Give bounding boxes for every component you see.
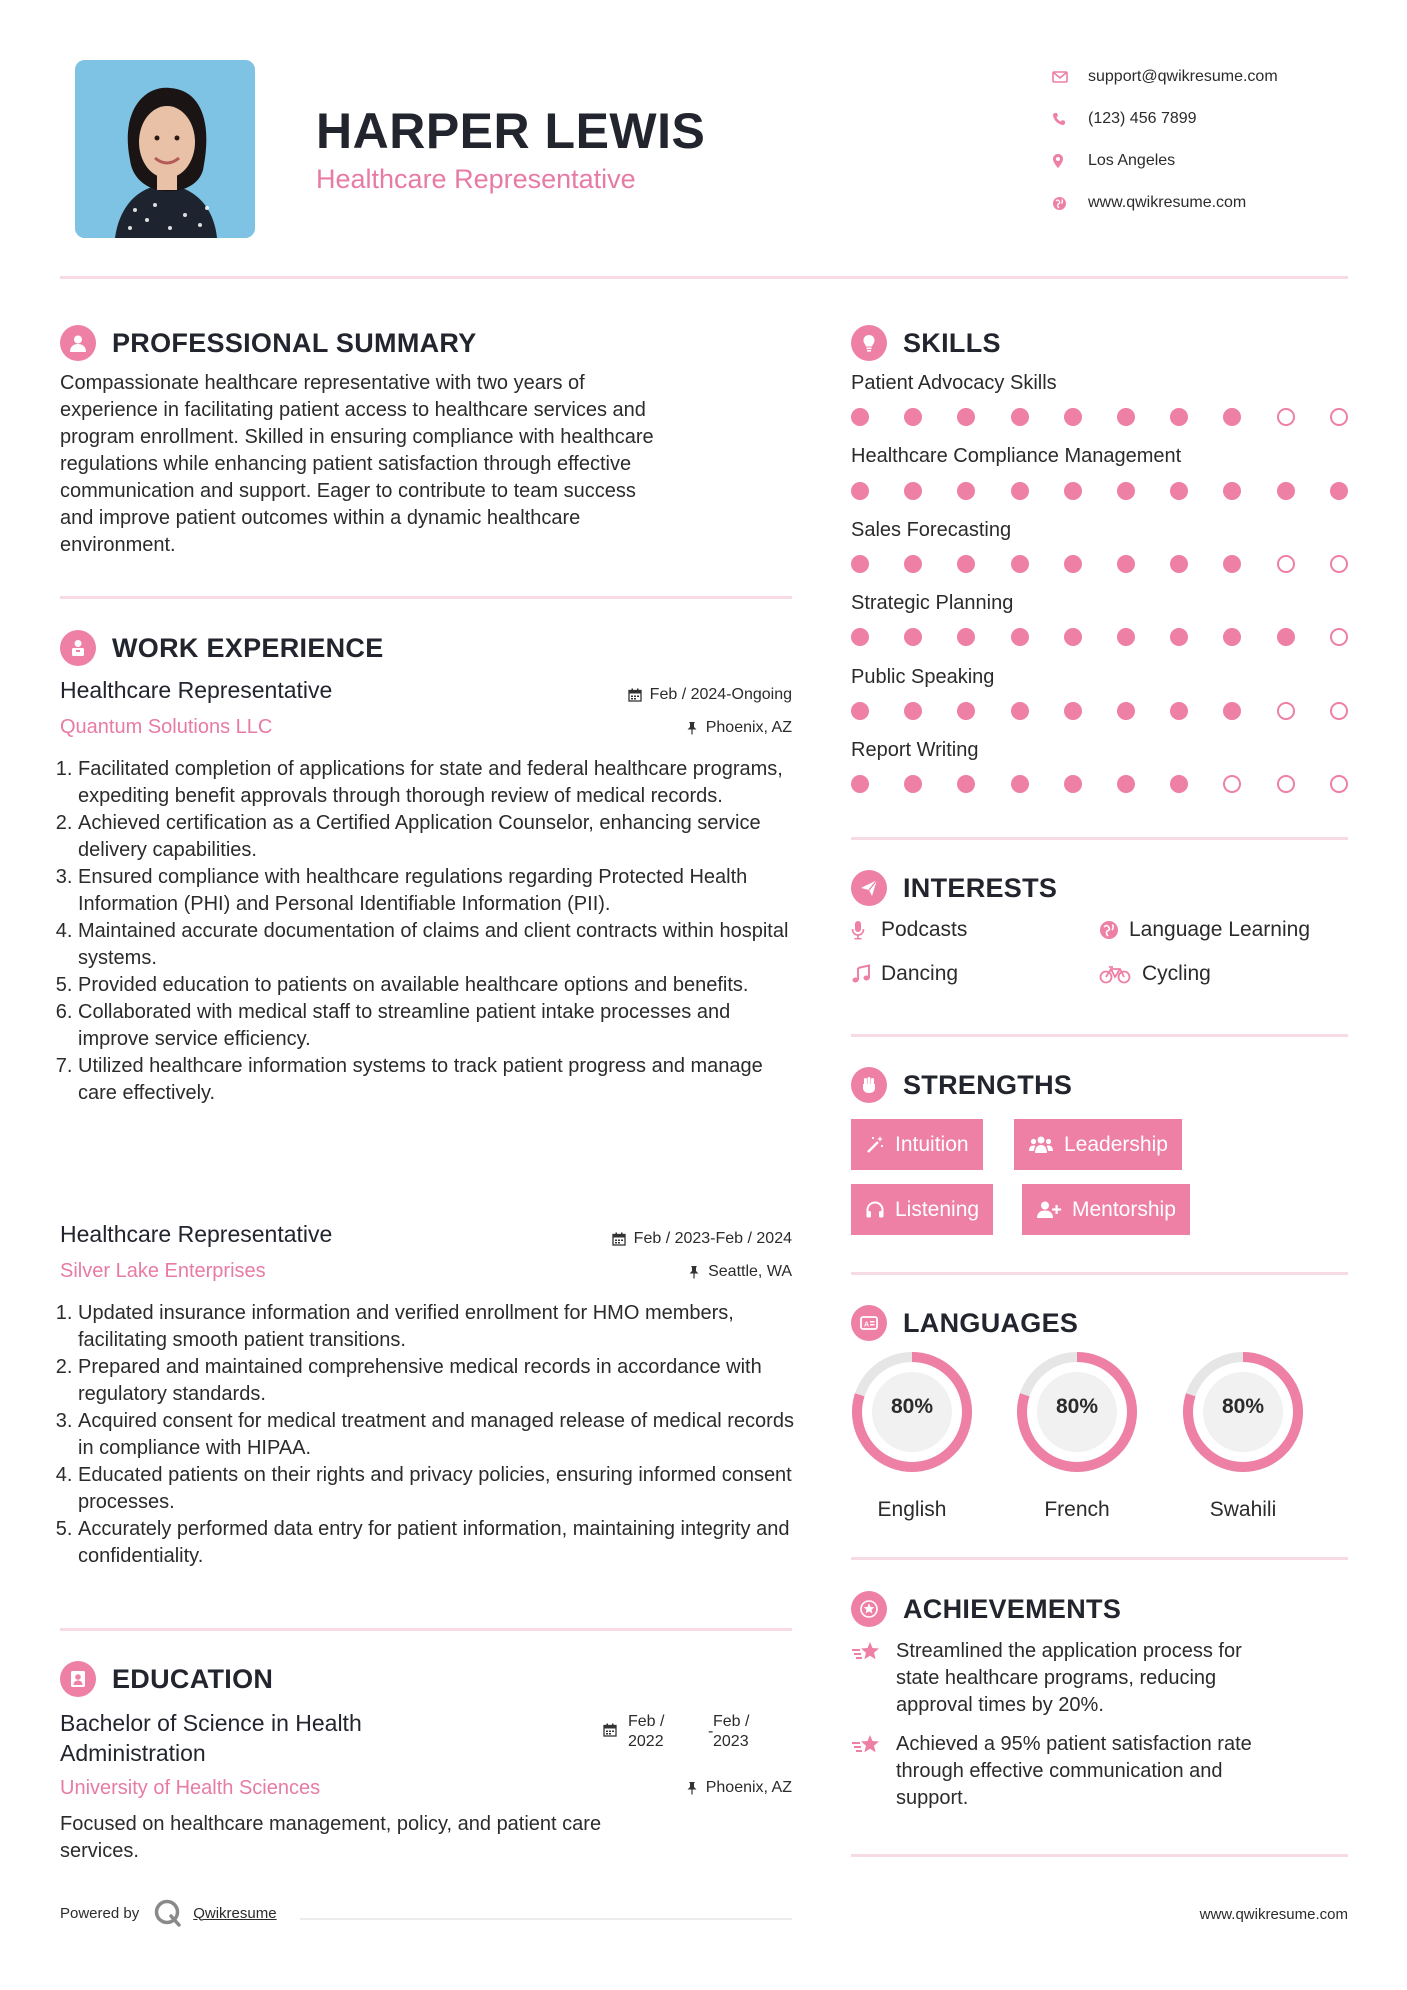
skill-dot-filled: [851, 628, 869, 646]
skill-dot-filled: [1170, 408, 1188, 426]
skill-dot-empty: [1277, 775, 1295, 793]
achievements-heading: ACHIEVEMENTS: [851, 1591, 1121, 1627]
skill-rating: [851, 482, 1348, 502]
skill-dot-empty: [1330, 408, 1348, 426]
skill-dot-filled: [1223, 482, 1241, 500]
education-heading: EDUCATION: [60, 1661, 273, 1697]
skill-dot-filled: [1223, 702, 1241, 720]
experience-heading: WORK EXPERIENCE: [60, 630, 384, 666]
skill-dot-filled: [1011, 702, 1029, 720]
summary-heading: PROFESSIONAL SUMMARY: [60, 325, 477, 361]
skill-dot-filled: [1011, 775, 1029, 793]
skill-dot-empty: [1277, 408, 1295, 426]
user-plus-icon: [1036, 1200, 1062, 1220]
skill-dot-filled: [1117, 702, 1135, 720]
skill-dot-filled: [1064, 482, 1082, 500]
calendar-icon: [603, 1723, 617, 1737]
briefcase-user-icon: [60, 630, 96, 666]
pushpin-icon: [688, 1265, 700, 1279]
skill-dot-filled: [904, 775, 922, 793]
skill-dot-filled: [904, 628, 922, 646]
skill-dot-filled: [957, 628, 975, 646]
skill-dot-empty: [1277, 555, 1295, 573]
skill-dot-filled: [1170, 702, 1188, 720]
id-card-icon: [851, 1305, 887, 1341]
skill-name: Healthcare Compliance Management: [851, 445, 1182, 467]
map-pin-icon: [1052, 153, 1088, 169]
skill-dot-filled: [957, 555, 975, 573]
language-name: French: [1044, 1498, 1110, 1521]
skill-name: Report Writing: [851, 739, 979, 761]
skill-dot-filled: [851, 408, 869, 426]
music-note-icon: [851, 964, 881, 984]
skill-dot-filled: [1011, 555, 1029, 573]
skill-dot-filled: [1117, 555, 1135, 573]
languages-heading: A LANGUAGES: [851, 1305, 1078, 1341]
skill-rating: [851, 775, 1348, 795]
candidate-name: HARPER LEWIS: [316, 103, 706, 159]
contact-phone: [1052, 98, 1382, 140]
skill-dot-filled: [1170, 555, 1188, 573]
job-1-date: Feb / 2024-Ongoing: [500, 686, 792, 704]
interest-item-cycling: Cycling: [1099, 962, 1211, 986]
skill-dot-filled: [957, 408, 975, 426]
skill-dot-empty: [1277, 702, 1295, 720]
list-item: 4. Maintained accurate documentation of claims and client contracts within hospital systems.: [78, 918, 800, 972]
education-location: Phoenix, AZ: [500, 1779, 792, 1797]
contact-block: [1052, 56, 1382, 224]
skill-dot-filled: [851, 555, 869, 573]
footer-line: [300, 1918, 792, 1920]
achievement-item: [851, 1731, 1348, 1812]
job-2-bullets: [60, 1300, 800, 1570]
strength-tag-mentorship: Mentorship: [1022, 1184, 1190, 1235]
education-school: University of Health Sciences: [60, 1777, 321, 1799]
skill-dot-filled: [1277, 482, 1295, 500]
microphone-icon: [851, 920, 881, 940]
achievements-divider: [851, 1854, 1348, 1857]
email-text[interactable]: support@qwikresume.com: [1088, 68, 1278, 85]
lightbulb-icon: [851, 325, 887, 361]
qwikresume-logo-icon: [153, 1898, 183, 1928]
skill-dot-filled: [904, 408, 922, 426]
skill-dot-filled: [1223, 628, 1241, 646]
phone-icon: [1052, 112, 1088, 126]
skill-dot-filled: [1223, 555, 1241, 573]
list-item: 4. Educated patients on their rights and privacy policies, ensuring informed consent processes.: [78, 1462, 800, 1516]
calendar-icon: [612, 1232, 626, 1246]
skill-name: Sales Forecasting: [851, 519, 1012, 541]
language-percent: 80%: [1055, 1395, 1099, 1418]
graduate-icon: [60, 1661, 96, 1697]
star-badge-icon: [851, 1591, 887, 1627]
pushpin-icon: [686, 721, 698, 735]
achievement-text: Streamlined the application process for state healthcare programs, reducing approval times by 20%.: [896, 1640, 1242, 1716]
skill-dot-filled: [957, 702, 975, 720]
globe-icon: [1099, 920, 1129, 940]
interest-item-podcasts: Podcasts: [851, 918, 967, 942]
shooting-star-icon: [851, 1638, 896, 1719]
education-degree: Bachelor of Science in Health Administration: [60, 1710, 362, 1766]
job-2-company: Silver Lake Enterprises: [60, 1260, 266, 1282]
list-item: 5. Provided education to patients on available healthcare options and benefits.: [78, 972, 800, 999]
education-dates: Feb / 2022 - Feb / 2023: [603, 1712, 803, 1752]
skill-dot-filled: [1170, 628, 1188, 646]
job-1-title: Healthcare Representative: [60, 677, 333, 703]
skill-dot-filled: [851, 775, 869, 793]
skill-dot-empty: [1330, 702, 1348, 720]
headphones-icon: [865, 1200, 885, 1220]
skill-name: Strategic Planning: [851, 592, 1014, 614]
calendar-icon: [628, 688, 642, 702]
envelope-icon: [1052, 71, 1088, 83]
skill-dot-filled: [1011, 408, 1029, 426]
skill-dot-filled: [904, 482, 922, 500]
list-item: 7. Utilized healthcare information systems to track patient progress and manage care effectively.: [78, 1053, 800, 1107]
skills-heading: SKILLS: [851, 325, 1001, 361]
skill-dot-filled: [1117, 408, 1135, 426]
skill-dot-filled: [1170, 775, 1188, 793]
skill-rating: [851, 555, 1348, 575]
footer-powered-by: Powered by Qwikresume: [60, 1898, 277, 1928]
interest-item-dancing: Dancing: [851, 962, 958, 986]
language-percent: 80%: [1221, 1395, 1265, 1418]
summary-text: Compassionate healthcare representative with two years of experience in facilitating patient access to healthcare services and program enrollment. Skilled in ensuring compliance with healthcare regulations while enhancing patient satisfaction through effective communication and support. Eager to contribute to team success and improve patient outcomes within a dynamic healthcare environment.: [60, 372, 654, 556]
skill-dot-filled: [1223, 408, 1241, 426]
skill-dot-filled: [851, 482, 869, 500]
website-text[interactable]: www.qwikresume.com: [1088, 194, 1247, 211]
education-description: Focused on healthcare management, policy, and patient care services.: [60, 1813, 602, 1862]
language-name: English: [877, 1498, 947, 1521]
language-percent: 80%: [890, 1395, 934, 1418]
list-item: 1. Facilitated completion of applications for state and federal healthcare programs, expediting benefit approvals through thorough review of medical records.: [78, 756, 800, 810]
list-item: 6. Collaborated with medical staff to streamline patient intake processes and improve service efficiency.: [78, 999, 800, 1053]
job-1-location: Phoenix, AZ: [500, 719, 792, 737]
skill-dot-filled: [957, 775, 975, 793]
skill-rating: [851, 628, 1348, 648]
language-french: [1015, 1350, 1139, 1521]
skill-name: Public Speaking: [851, 666, 995, 688]
skill-dot-filled: [1064, 702, 1082, 720]
strength-tag-listening: Listening: [851, 1184, 993, 1235]
svg-text:A: A: [864, 1321, 870, 1329]
skill-dot-filled: [1117, 775, 1135, 793]
skill-dot-empty: [1330, 628, 1348, 646]
list-item: 2. Achieved certification as a Certified Application Counselor, enhancing service delivery capabilities.: [78, 810, 800, 864]
list-item: 2. Prepared and maintained comprehensive medical records in accordance with regulatory standards.: [78, 1354, 800, 1408]
skill-dot-filled: [1170, 482, 1188, 500]
skill-dot-filled: [904, 702, 922, 720]
footer-website[interactable]: www.qwikresume.com: [1199, 1906, 1348, 1923]
skill-rating: [851, 702, 1348, 722]
qwikresume-link[interactable]: Qwikresume: [193, 1904, 277, 1922]
candidate-role: Healthcare Representative: [316, 164, 636, 194]
profile-photo: [75, 60, 255, 238]
contact-location: [1052, 140, 1382, 182]
skill-rating: [851, 408, 1348, 428]
experience-divider: [60, 1628, 792, 1631]
achievement-item: [851, 1638, 1348, 1719]
skill-name: Patient Advocacy Skills: [851, 372, 1057, 394]
job-1-company: Quantum Solutions LLC: [60, 716, 273, 738]
skill-dot-filled: [1117, 628, 1135, 646]
user-icon: [60, 325, 96, 361]
skill-dot-filled: [1064, 408, 1082, 426]
list-item: 3. Acquired consent for medical treatment and managed release of medical records in compliance with HIPAA.: [78, 1408, 800, 1462]
skill-dot-filled: [1064, 775, 1082, 793]
skill-dot-empty: [1330, 555, 1348, 573]
summary-divider: [60, 596, 792, 599]
strength-tag-leadership: Leadership: [1014, 1119, 1182, 1170]
skill-dot-empty: [1223, 775, 1241, 793]
contact-website: [1052, 182, 1382, 224]
job-2-title: Healthcare Representative: [60, 1221, 333, 1247]
language-english: [850, 1350, 974, 1521]
skill-dot-filled: [851, 702, 869, 720]
strengths-heading: STRENGTHS: [851, 1067, 1072, 1103]
interests-heading: INTERESTS: [851, 870, 1057, 906]
job-2-date: Feb / 2023-Feb / 2024: [500, 1230, 792, 1248]
fist-icon: [851, 1067, 887, 1103]
skill-dot-filled: [1330, 482, 1348, 500]
pushpin-icon: [686, 1781, 698, 1795]
bicycle-icon: [1099, 964, 1142, 984]
contact-email: [1052, 56, 1382, 98]
skill-dot-filled: [1277, 628, 1295, 646]
globe-icon: [1052, 196, 1088, 211]
location-text: Los Angeles: [1088, 152, 1176, 169]
language-name: Swahili: [1209, 1498, 1277, 1521]
job-2-location: Seattle, WA: [500, 1263, 792, 1281]
shooting-star-icon: [851, 1731, 896, 1812]
skill-dot-filled: [1064, 555, 1082, 573]
phone-text: (123) 456 7899: [1088, 110, 1197, 127]
strengths-divider: [851, 1272, 1348, 1275]
achievement-text: Achieved a 95% patient satisfaction rate through effective communication and support.: [896, 1733, 1252, 1809]
list-item: 3. Ensured compliance with healthcare regulations regarding Protected Health Information (PHI) and Personal Identifiable Information (PII).: [78, 864, 800, 918]
job-1-bullets: [60, 756, 800, 1107]
interest-item-language-learning: Language Learning: [1099, 918, 1310, 942]
skill-dot-filled: [1011, 482, 1029, 500]
users-icon: [1028, 1135, 1054, 1155]
skills-divider: [851, 837, 1348, 840]
strength-tag-intuition: Intuition: [851, 1119, 983, 1170]
paper-plane-icon: [851, 870, 887, 906]
skill-dot-filled: [1011, 628, 1029, 646]
interests-divider: [851, 1034, 1348, 1037]
magic-wand-icon: [865, 1135, 885, 1155]
skill-dot-filled: [957, 482, 975, 500]
skill-dot-filled: [904, 555, 922, 573]
list-item: 1. Updated insurance information and verified enrollment for HMO members, facilitating smooth patient transitions.: [78, 1300, 800, 1354]
languages-divider: [851, 1557, 1348, 1560]
skill-dot-empty: [1330, 775, 1348, 793]
list-item: 5. Accurately performed data entry for patient information, maintaining integrity and confidentiality.: [78, 1516, 800, 1570]
skill-dot-filled: [1117, 482, 1135, 500]
skill-dot-filled: [1064, 628, 1082, 646]
header-divider: [60, 276, 1348, 279]
language-swahili: [1181, 1350, 1305, 1521]
